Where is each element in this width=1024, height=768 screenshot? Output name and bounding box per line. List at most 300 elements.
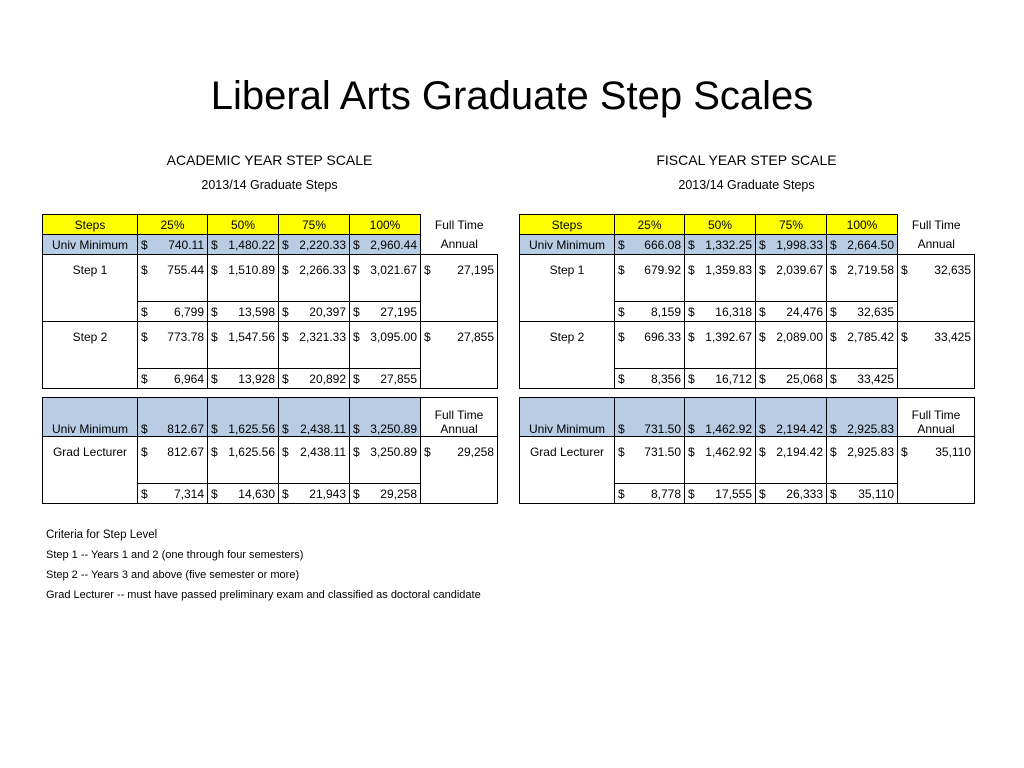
amount: 13,928 [238, 371, 275, 386]
amount: 29,258 [457, 445, 494, 459]
currency-sign: $ [141, 371, 148, 386]
step-rate-row [43, 255, 498, 302]
fulltime-total [421, 322, 498, 389]
currency-sign: $ [830, 486, 837, 501]
lecturer-rate [208, 437, 279, 484]
step-rate-inner [830, 330, 894, 344]
academic-steps-table [42, 214, 498, 389]
amount: 2,039.67 [776, 263, 823, 277]
amount: 16,318 [715, 304, 752, 319]
step-rate [208, 322, 279, 369]
amount: 7,314 [173, 486, 204, 501]
amount: 740.11 [168, 237, 204, 252]
step-rate [138, 255, 208, 302]
amount: 696.33 [644, 330, 681, 344]
step-total-inner [830, 305, 894, 319]
amount: 8,159 [650, 304, 681, 319]
minimum-rate-inner [211, 238, 275, 252]
step-total [208, 369, 279, 389]
fiscal-heading: FISCAL YEAR STEP SCALE [656, 152, 837, 168]
lecturer-total-inner [618, 487, 681, 501]
lecturer-total-inner [282, 487, 346, 501]
step-label: Step 2 [520, 322, 615, 389]
currency-sign: $ [759, 263, 766, 277]
currency-sign: $ [830, 422, 837, 436]
step-rate [756, 255, 827, 302]
fulltime-annual-header [421, 398, 498, 437]
currency-sign: $ [830, 263, 837, 277]
currency-sign: $ [211, 445, 218, 459]
lecturer-rate-inner [618, 445, 681, 459]
column-header: 50% [685, 215, 756, 235]
lecturer-rate [685, 437, 756, 484]
amount: 32,635 [934, 263, 971, 277]
amount: 27,855 [380, 371, 417, 386]
lecturer-total-inner [353, 487, 417, 501]
column-header: Steps [520, 215, 615, 235]
step-total-inner [211, 305, 275, 319]
annual-label: Annual [440, 422, 478, 436]
step-total [615, 302, 685, 322]
currency-sign: $ [282, 486, 289, 501]
step-label: Step 1 [43, 255, 138, 322]
fulltime-total [898, 322, 975, 389]
minimum-rate [685, 398, 756, 437]
step-total [279, 369, 350, 389]
step-rate-inner [282, 330, 346, 344]
step-total [615, 369, 685, 389]
amount: 1,359.83 [705, 263, 752, 277]
fulltime-total-inner [901, 330, 971, 344]
step-total [685, 302, 756, 322]
minimum-rate [756, 235, 827, 255]
amount: 6,964 [173, 371, 204, 386]
amount: 21,943 [309, 486, 346, 501]
fulltime-total-inner [424, 263, 494, 277]
fiscal-heading-block [519, 151, 974, 194]
lecturer-rate-row [520, 437, 975, 484]
step-rate-inner [141, 330, 204, 344]
amount: 20,397 [309, 304, 346, 319]
fulltime-total [421, 437, 498, 504]
amount: 2,194.42 [776, 445, 823, 459]
currency-sign: $ [424, 330, 431, 344]
step-total [279, 302, 350, 322]
step-rate [350, 322, 421, 369]
currency-sign: $ [211, 263, 218, 277]
step-total-inner [141, 372, 204, 386]
minimum-rate [615, 235, 685, 255]
criteria-heading: Criteria for Step Level [46, 529, 158, 541]
amount: 20,892 [309, 371, 346, 386]
amount: 35,110 [935, 445, 971, 459]
amount: 33,425 [934, 330, 971, 344]
currency-sign: $ [282, 445, 289, 459]
amount: 8,778 [650, 486, 681, 501]
criteria-block [46, 525, 481, 605]
lecturer-rate [756, 437, 827, 484]
lecturer-total-inner [211, 487, 275, 501]
criteria-line: Step 1 -- Years 1 and 2 (one through four semesters) [46, 549, 304, 561]
currency-sign: $ [353, 371, 360, 386]
step-total [756, 369, 827, 389]
step-total [827, 302, 898, 322]
annual-label: Annual [917, 237, 955, 252]
step-rate [615, 322, 685, 369]
amount: 679.92 [644, 263, 681, 277]
minimum-rate-inner [353, 238, 417, 252]
lecturer-total-inner [759, 487, 823, 501]
currency-sign: $ [759, 330, 766, 344]
column-header: 100% [827, 215, 898, 235]
column-header: 100% [350, 215, 421, 235]
currency-sign: $ [353, 304, 360, 319]
currency-sign: $ [759, 422, 766, 436]
step-rate-inner [759, 330, 823, 344]
lecturer-total [279, 484, 350, 504]
amount: 1,510.89 [228, 263, 275, 277]
lecturer-rate-inner [830, 445, 894, 459]
amount: 812.67 [167, 445, 204, 459]
lecturer-rate [138, 437, 208, 484]
step-rate [827, 322, 898, 369]
step-rate-inner [688, 330, 752, 344]
step-total-inner [688, 372, 752, 386]
step-total [350, 369, 421, 389]
amount: 25,068 [786, 371, 823, 386]
step-total-inner [141, 305, 204, 319]
currency-sign: $ [759, 237, 766, 252]
currency-sign: $ [618, 422, 625, 436]
minimum-rate [138, 398, 208, 437]
amount: 812.67 [167, 422, 204, 436]
amount: 1,547.56 [228, 330, 275, 344]
univ-minimum-row [43, 398, 498, 437]
fiscal-steps-table [519, 214, 975, 389]
step-rate-inner [211, 263, 275, 277]
academic-lecturer-table [42, 397, 498, 504]
currency-sign: $ [618, 304, 625, 319]
amount: 3,250.89 [370, 445, 417, 459]
lecturer-total [208, 484, 279, 504]
amount: 27,855 [457, 330, 494, 344]
fulltime-annual-header [898, 398, 975, 437]
currency-sign: $ [688, 422, 695, 436]
currency-sign: $ [901, 445, 908, 459]
minimum-rate-inner [141, 422, 204, 436]
step-rate-inner [618, 330, 681, 344]
currency-sign: $ [901, 263, 908, 277]
step-rate-inner [618, 263, 681, 277]
lecturer-total [685, 484, 756, 504]
column-header: 75% [756, 215, 827, 235]
amount: 35,110 [858, 486, 894, 501]
step-rate [685, 255, 756, 302]
academic-subheading: 2013/14 Graduate Steps [201, 178, 338, 192]
lecturer-rate [827, 437, 898, 484]
amount: 6,799 [173, 304, 204, 319]
amount: 29,258 [380, 486, 417, 501]
column-header: 50% [208, 215, 279, 235]
step-rate-row [520, 255, 975, 302]
step-rate [615, 255, 685, 302]
amount: 1,998.33 [776, 237, 823, 252]
currency-sign: $ [759, 304, 766, 319]
step-rate-inner [759, 263, 823, 277]
lecturer-total-inner [141, 487, 204, 501]
currency-sign: $ [141, 422, 148, 436]
currency-sign: $ [618, 237, 625, 252]
currency-sign: $ [211, 486, 218, 501]
amount: 2,664.50 [847, 237, 894, 252]
currency-sign: $ [830, 371, 837, 386]
lecturer-rate-inner [688, 445, 752, 459]
currency-sign: $ [282, 330, 289, 344]
minimum-rate [615, 398, 685, 437]
step-total [138, 302, 208, 322]
amount: 731.50 [644, 422, 681, 436]
step-rate-inner [353, 263, 417, 277]
currency-sign: $ [282, 237, 289, 252]
currency-sign: $ [353, 486, 360, 501]
step-rate [350, 255, 421, 302]
criteria-line: Grad Lecturer -- must have passed preliminary exam and classified as doctoral candidate [46, 589, 481, 601]
minimum-rate [208, 398, 279, 437]
lecturer-rate-row [43, 437, 498, 484]
currency-sign: $ [282, 371, 289, 386]
currency-sign: $ [618, 486, 625, 501]
fulltime-total-inner [424, 330, 494, 344]
lecturer-total-inner [688, 487, 752, 501]
amount: 24,476 [786, 304, 823, 319]
fulltime-total [421, 255, 498, 322]
lecturer-rate [350, 437, 421, 484]
minimum-rate [279, 398, 350, 437]
annual-label: Annual [440, 237, 478, 252]
currency-sign: $ [688, 330, 695, 344]
currency-sign: $ [830, 445, 837, 459]
amount: 2,719.58 [847, 263, 894, 277]
amount: 2,925.83 [847, 422, 894, 436]
currency-sign: $ [282, 263, 289, 277]
column-header: 25% [138, 215, 208, 235]
fulltime-total [898, 437, 975, 504]
minimum-rate-inner [282, 238, 346, 252]
currency-sign: $ [211, 330, 218, 344]
column-header: Steps [43, 215, 138, 235]
step-rate-inner [211, 330, 275, 344]
step-rate-row [520, 322, 975, 369]
lecturer-total [350, 484, 421, 504]
currency-sign: $ [141, 486, 148, 501]
amount: 3,250.89 [370, 422, 417, 436]
step-total [138, 369, 208, 389]
minimum-rate [350, 398, 421, 437]
currency-sign: $ [282, 304, 289, 319]
step-rate [279, 255, 350, 302]
currency-sign: $ [688, 486, 695, 501]
lecturer-label: Grad Lecturer [43, 437, 138, 504]
amount: 1,462.92 [705, 422, 752, 436]
currency-sign: $ [353, 445, 360, 459]
minimum-rate [685, 235, 756, 255]
step-label: Step 2 [43, 322, 138, 389]
lecturer-rate-inner [759, 445, 823, 459]
lecturer-total [756, 484, 827, 504]
minimum-rate [827, 235, 898, 255]
currency-sign: $ [141, 445, 148, 459]
lecturer-rate [279, 437, 350, 484]
amount: 27,195 [457, 263, 494, 277]
row-label: Univ Minimum [43, 235, 138, 255]
step-total-inner [688, 305, 752, 319]
minimum-rate-inner [211, 422, 275, 436]
lecturer-total [827, 484, 898, 504]
currency-sign: $ [618, 445, 625, 459]
minimum-rate [756, 398, 827, 437]
currency-sign: $ [424, 263, 431, 277]
amount: 2,438.11 [300, 422, 346, 436]
currency-sign: $ [759, 371, 766, 386]
amount: 666.08 [644, 237, 681, 252]
column-header: Full Time [434, 217, 484, 232]
currency-sign: $ [211, 237, 218, 252]
currency-sign: $ [688, 371, 695, 386]
amount: 8,356 [650, 371, 681, 386]
amount: 17,555 [715, 486, 752, 501]
amount: 1,462.92 [705, 445, 752, 459]
currency-sign: $ [830, 330, 837, 344]
step-total-inner [282, 305, 346, 319]
fulltime-total-inner [901, 263, 971, 277]
minimum-rate-inner [618, 238, 681, 252]
amount: 1,392.67 [705, 330, 752, 344]
step-total-inner [759, 305, 823, 319]
step-rate-inner [688, 263, 752, 277]
currency-sign: $ [688, 263, 695, 277]
fulltime-total [898, 255, 975, 322]
step-rate [138, 322, 208, 369]
step-total-inner [353, 305, 417, 319]
page-title: Liberal Arts Graduate Step Scales [210, 74, 814, 118]
amount: 3,095.00 [370, 330, 417, 344]
step-total-inner [618, 305, 681, 319]
minimum-rate-inner [830, 238, 894, 252]
currency-sign: $ [353, 237, 360, 252]
currency-sign: $ [282, 422, 289, 436]
fulltime-total-inner [901, 445, 971, 459]
lecturer-label: Grad Lecturer [520, 437, 615, 504]
univ-minimum-row [43, 235, 498, 255]
row-label: Univ Minimum [43, 398, 138, 437]
lecturer-total [615, 484, 685, 504]
lecturer-rate-inner [141, 445, 204, 459]
amount: 2,266.33 [299, 263, 346, 277]
currency-sign: $ [353, 330, 360, 344]
minimum-rate-inner [618, 422, 681, 436]
column-header: Full Time [911, 217, 961, 232]
currency-sign: $ [353, 422, 360, 436]
fulltime-total-inner [424, 445, 494, 459]
header-row [43, 215, 498, 235]
currency-sign: $ [141, 304, 148, 319]
lecturer-rate [615, 437, 685, 484]
currency-sign: $ [688, 237, 695, 252]
currency-sign: $ [424, 445, 431, 459]
amount: 26,333 [786, 486, 823, 501]
minimum-rate-inner [759, 422, 823, 436]
amount: 1,625.56 [228, 422, 275, 436]
minimum-rate-inner [688, 422, 752, 436]
step-rate-row [43, 322, 498, 369]
step-rate [208, 255, 279, 302]
step-rate [756, 322, 827, 369]
fiscal-subheading: 2013/14 Graduate Steps [678, 178, 815, 192]
minimum-rate-inner [688, 238, 752, 252]
minimum-rate [279, 235, 350, 255]
row-label: Univ Minimum [520, 235, 615, 255]
amount: 2,194.42 [776, 422, 823, 436]
lecturer-rate-inner [211, 445, 275, 459]
step-total-inner [211, 372, 275, 386]
currency-sign: $ [618, 330, 625, 344]
header-row [520, 215, 975, 235]
step-label: Step 1 [520, 255, 615, 322]
academic-heading: ACADEMIC YEAR STEP SCALE [166, 152, 373, 168]
annual-label: Annual [917, 422, 955, 436]
univ-minimum-row [520, 235, 975, 255]
amount: 13,598 [238, 304, 275, 319]
amount: 2,925.83 [847, 445, 894, 459]
univ-minimum-row [520, 398, 975, 437]
currency-sign: $ [618, 263, 625, 277]
amount: 33,425 [857, 371, 894, 386]
minimum-rate [208, 235, 279, 255]
lecturer-total-inner [830, 487, 894, 501]
criteria-line: Step 2 -- Years 3 and above (five semester or more) [46, 569, 300, 581]
amount: 2,321.33 [299, 330, 346, 344]
step-total-inner [282, 372, 346, 386]
currency-sign: $ [618, 371, 625, 386]
currency-sign: $ [141, 237, 148, 252]
currency-sign: $ [830, 304, 837, 319]
column-header: 75% [279, 215, 350, 235]
step-total [756, 302, 827, 322]
minimum-rate-inner [353, 422, 417, 436]
amount: 773.78 [167, 330, 204, 344]
currency-sign: $ [141, 330, 148, 344]
amount: 731.50 [644, 445, 681, 459]
amount: 1,625.56 [228, 445, 275, 459]
currency-sign: $ [688, 445, 695, 459]
fulltime-label: Full Time [434, 408, 484, 422]
minimum-rate [350, 235, 421, 255]
amount: 2,785.42 [847, 330, 894, 344]
currency-sign: $ [211, 422, 218, 436]
step-total [827, 369, 898, 389]
lecturer-rate-inner [353, 445, 417, 459]
step-rate [279, 322, 350, 369]
minimum-rate-inner [759, 238, 823, 252]
academic-heading-block [42, 151, 497, 194]
amount: 1,480.22 [228, 237, 275, 252]
amount: 2,960.44 [370, 237, 417, 252]
currency-sign: $ [353, 263, 360, 277]
currency-sign: $ [141, 263, 148, 277]
minimum-rate [827, 398, 898, 437]
minimum-rate-inner [282, 422, 346, 436]
amount: 2,089.00 [776, 330, 823, 344]
